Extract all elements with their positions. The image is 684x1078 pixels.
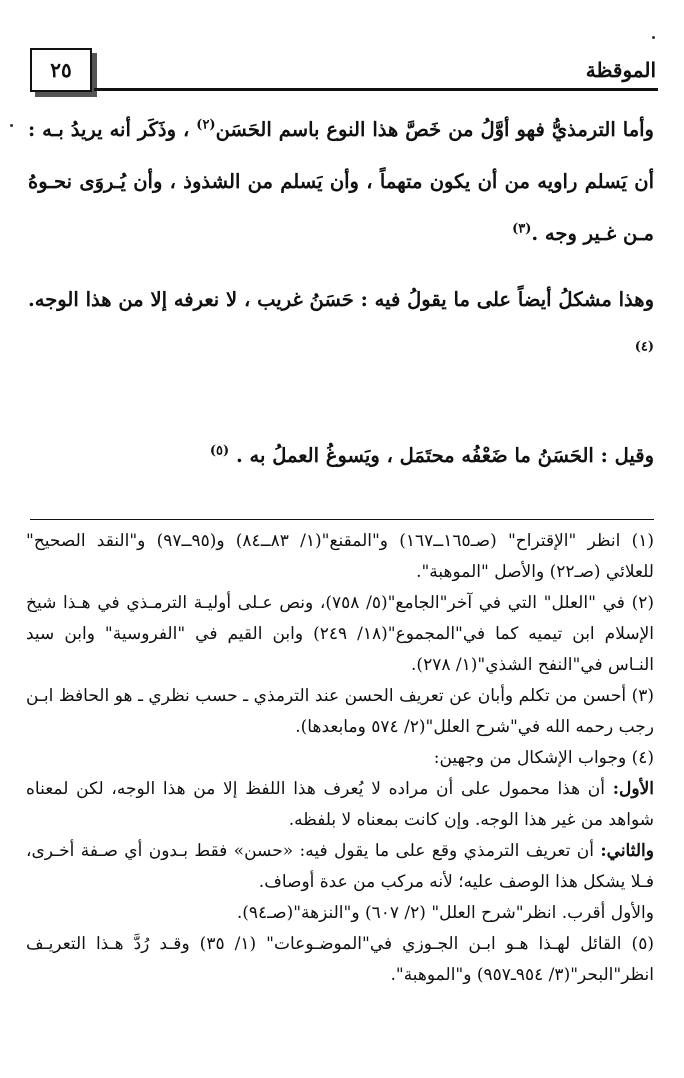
footnote-ref: (٣) bbox=[512, 221, 532, 237]
footnote-4-first bbox=[26, 774, 654, 836]
scan-speck bbox=[652, 36, 655, 39]
footnote-2: (٢) في "العلل" التي في آخر"الجامع"(٥/ ٧٥٨)، ونص عـلى أوليـة الترمـذي في هـذا شيخ الإسلام ابن تيميه كما في"المجموع"(١٨/ ٢٤٩) وابن القيم في "الفروسية" وابن سيد النـاس في"النفح الشذي"(١/ ٢٧٨). bbox=[26, 593, 654, 675]
paragraph-text: ، وذَكَر أنه يريدُ بـه : أن يَسلم راويه من أن يكون متهماً ، وأن يَسلم من الشذوذ ، وأن يُـروَى نحـوهُ مـن غـير وجه . bbox=[28, 118, 654, 245]
paragraph-text: وأما الترمذيُّ فهو أوَّلُ من خَصَّ هذا النوع باسم الحَسَن bbox=[215, 118, 654, 141]
header-rule bbox=[94, 88, 658, 91]
footnote-ref: (٥) bbox=[209, 443, 230, 459]
footnote-1: (١) انظر "الإقتراح" (صـ١٦٥ــ١٦٧) و"المقنع"(١/ ٨٣ــ٨٤) و(٩٥ــ٩٧) و"النقد الصحيح" للعلائي (صـ٢٢) والأصل "الموهبة". bbox=[26, 531, 654, 582]
footnote-label: والثاني: bbox=[600, 841, 654, 861]
paragraph-problem bbox=[28, 274, 654, 378]
footnote-ref: (٤) bbox=[634, 339, 654, 355]
paragraph-tirmidhi bbox=[28, 104, 654, 260]
footnote-ref: (٢) bbox=[196, 117, 216, 133]
scan-speck bbox=[10, 124, 13, 127]
page-number: ٢٥ bbox=[30, 48, 92, 92]
footnote-text: أن تعريف الترمذي وقع على ما يقول فيه: «حسن» فقط بـدون أي صـفة أخـرى، فـلا يشكل هذا الوصف عليه؛ لأنه مركب من عدة أوصاف. bbox=[26, 841, 654, 892]
footnote-4-second bbox=[26, 836, 654, 898]
footnote-3: (٣) أحسن من تكلم وأبان عن تعريف الحسن عند الترمذي ـ حسب نظري ـ هو الحافظ ابـن رجب رحمه الله في"شرح العلل"(٢/ ٥٧٤ ومابعدها). bbox=[26, 686, 654, 737]
chapter-title: الموقظة bbox=[585, 58, 656, 82]
paragraph-text: وقيل : الحَسَنُ ما ضَعْفُه محتَمَل ، ويَسوغُ العملُ به . bbox=[235, 444, 654, 467]
footnote-4-final: والأول أقرب. انظر"شرح العلل" (٢/ ٦٠٧) و"النزهة"(صـ٩٤). bbox=[236, 903, 654, 923]
footnote-separator bbox=[30, 519, 654, 520]
footnotes bbox=[26, 526, 654, 991]
main-text bbox=[28, 104, 654, 482]
paragraph-text: وهذا مشكلُ أيضاً على ما يقولُ فيه : حَسَنُ غريب ، لا نعرفه إلا من هذا الوجه. bbox=[28, 288, 654, 311]
footnote-label: الأول: bbox=[612, 779, 654, 799]
paragraph-definition bbox=[28, 430, 654, 482]
footnote-text: أن هذا محمول على أن مراده لا يُعرف هذا اللفظ إلا من هذا الوجه، لكن لمعناه شواهد من غير هذا الوجه. وإن كانت بمعناه لا بلفظه. bbox=[26, 779, 654, 830]
page-header bbox=[30, 48, 658, 94]
footnote-5: (٥) القائل لهـذا هـو ابـن الجـوزي في"الموضـوعات" (١/ ٣٥) وقـد رُدَّ هـذا التعريـف انظر"البحر"(٣/ ٩٥٤ـ٩٥٧) و"الموهبة". bbox=[26, 934, 654, 985]
footnote-4-intro: (٤) وجواب الإشكال من وجهين: bbox=[433, 748, 654, 768]
